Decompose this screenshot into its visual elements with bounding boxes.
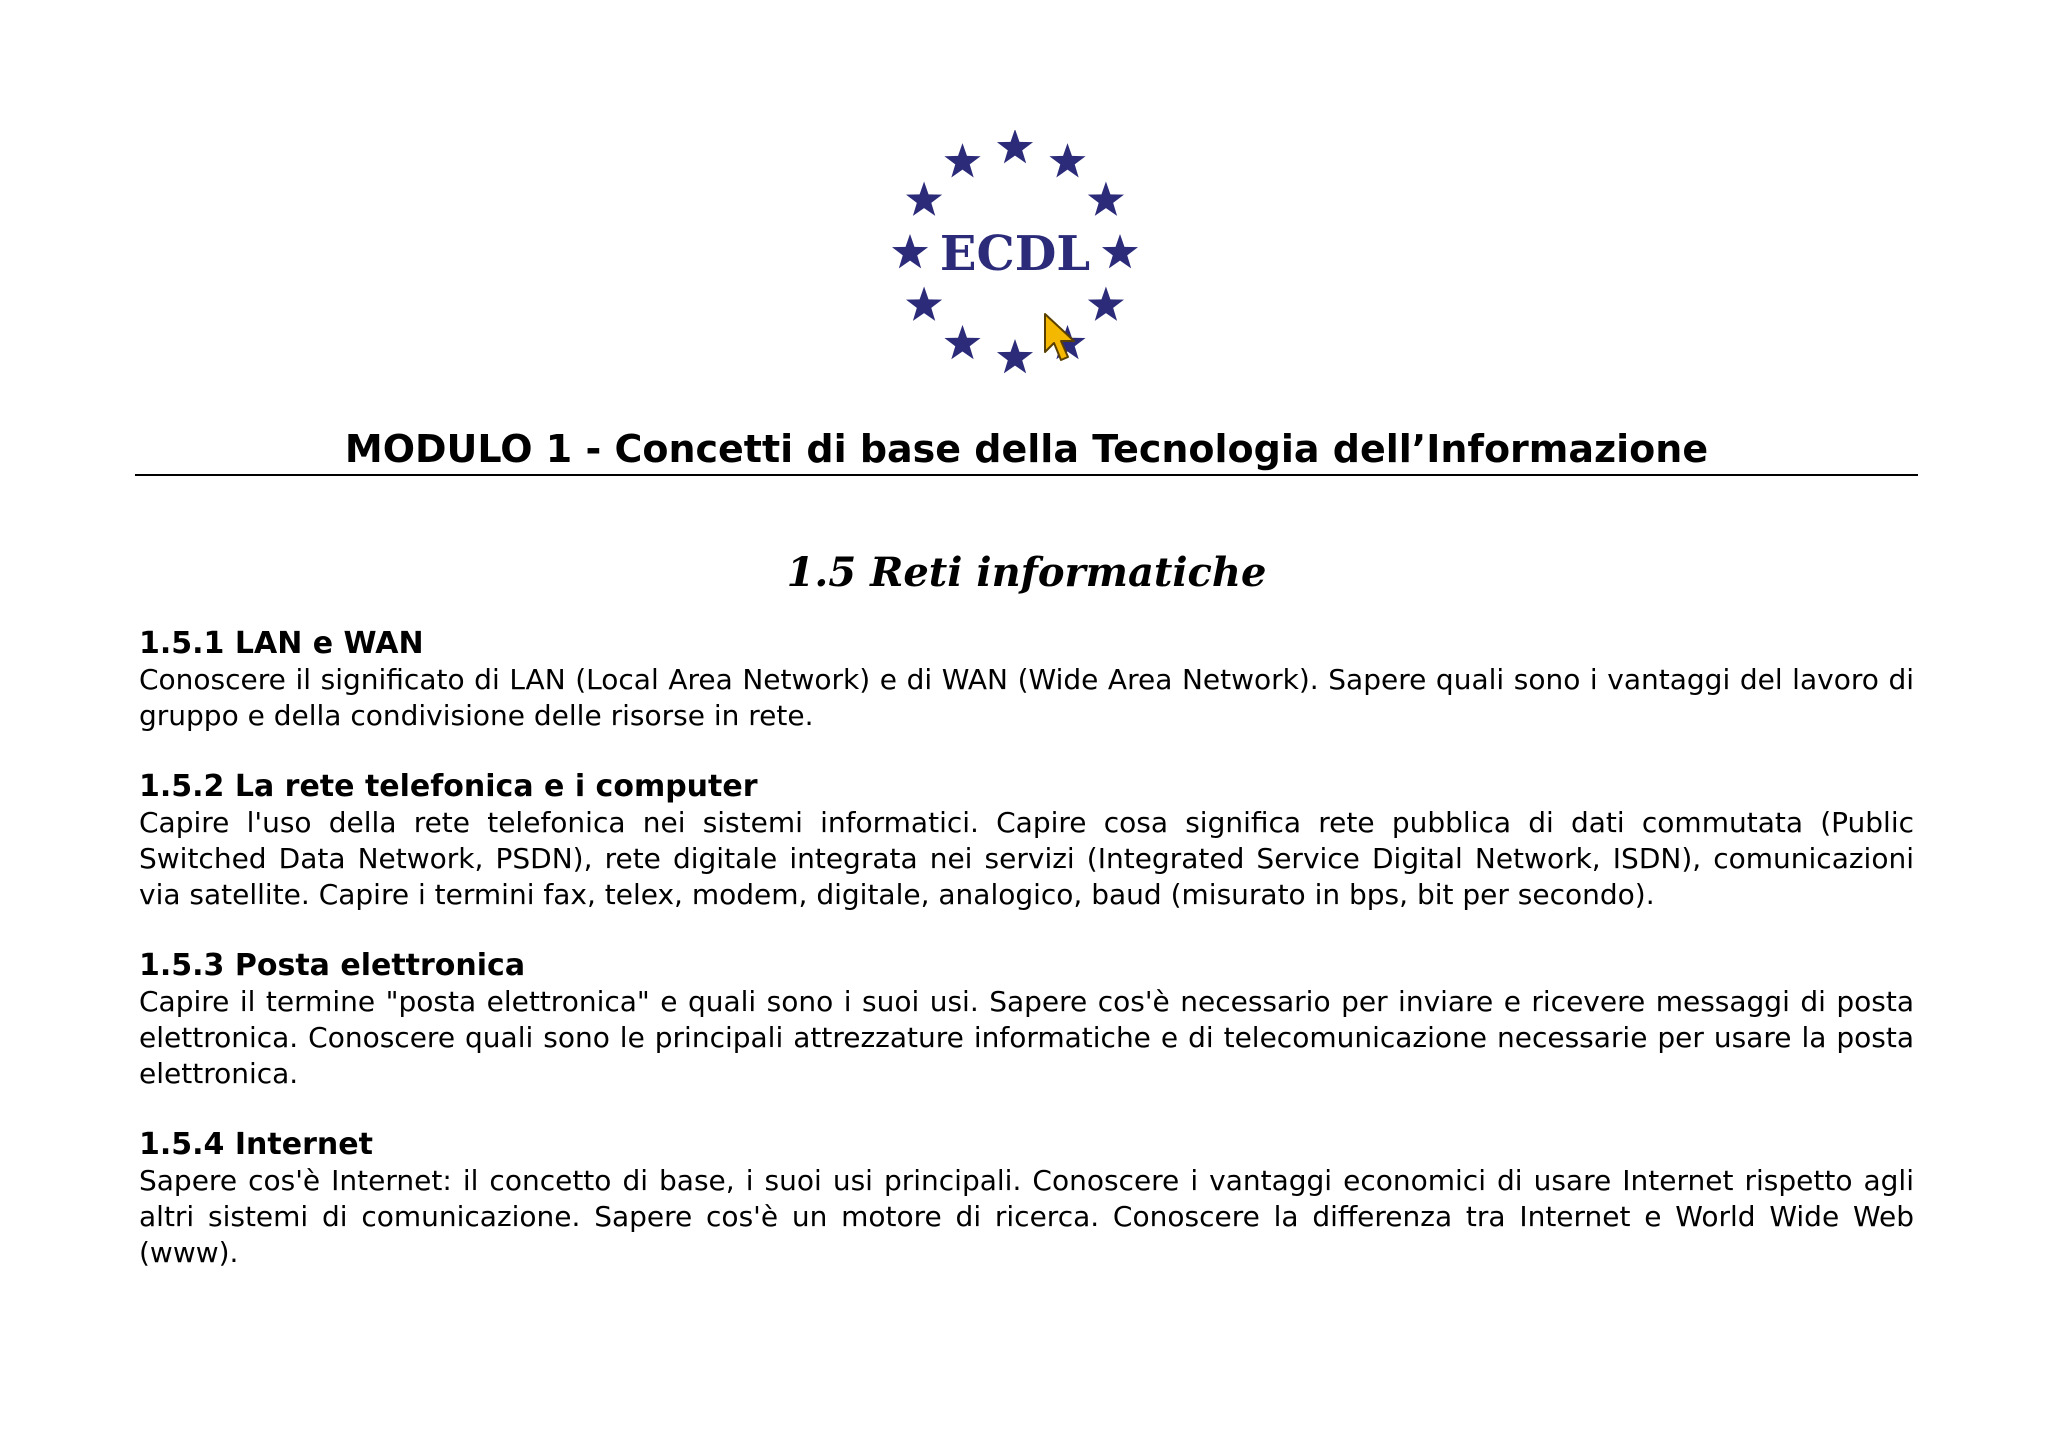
- subsection-title: 1.5.1 LAN e WAN: [139, 626, 424, 661]
- star-icon: [906, 287, 942, 321]
- document-content: [139, 626, 1914, 1306]
- subsection-title: 1.5.4 Internet: [139, 1127, 373, 1162]
- subsection-body: Capire l'uso della rete telefonica nei sistemi informatici. Capire cosa significa rete pubblica di dati commutata (Public Switched Data Network, PSDN), rete digitale integrata nei servizi (Integrated Service Digital Network, ISDN), comunicazioni via satellite. Capire i termini fax, telex, modem, digitale, analogico, baud (misurato in bps, bit per secondo).: [139, 806, 1914, 911]
- ecdl-star-ring: [892, 130, 1138, 376]
- ecdl-logo: [892, 130, 1138, 376]
- subsection-body: Capire il termine "posta elettronica" e quali sono i suoi usi. Sapere cos'è necessario per inviare e ricevere messaggi di posta elettronica. Conoscere quali sono le principali attrezzature informatiche e di telecomunicazione necessarie per usare la posta elettronica.: [139, 985, 1914, 1090]
- subsection: [139, 626, 1914, 734]
- star-icon: [997, 130, 1033, 163]
- subsection-body: Sapere cos'è Internet: il concetto di base, i suoi usi principali. Conoscere i vantaggi economici di usare Internet rispetto agli altri sistemi di comunicazione. Sapere cos'è un motore di ricerca. Conoscere la differenza tra Internet e World Wide Web (www).: [139, 1164, 1914, 1269]
- subsection: [139, 1127, 1914, 1271]
- star-icon: [997, 339, 1033, 373]
- module-title: MODULO 1 - Concetti di base della Tecnologia dell’Informazione: [344, 427, 1709, 471]
- star-icon: [1049, 143, 1085, 177]
- subsection-title: 1.5.3 Posta elettronica: [139, 948, 526, 983]
- star-icon: [1088, 287, 1124, 321]
- star-icon: [906, 182, 942, 216]
- subsection: [139, 948, 1914, 1092]
- star-icon: [1088, 182, 1124, 216]
- star-icon: [944, 143, 980, 177]
- star-icon: [1102, 234, 1138, 268]
- subsection-title: 1.5.2 La rete telefonica e i computer: [139, 769, 758, 804]
- title-divider: [135, 474, 1918, 476]
- logo-text: ECDL: [939, 226, 1091, 282]
- star-icon: [944, 325, 980, 359]
- subsection-body: Conoscere il significato di LAN (Local Area Network) e di WAN (Wide Area Network). Sapere quali sono i vantaggi del lavoro di gruppo e della condivisione delle risorse in rete.: [139, 663, 1914, 732]
- mouse-pointer-icon: [1042, 312, 1078, 364]
- star-icon: [892, 234, 928, 268]
- subsection: [139, 769, 1914, 913]
- section-title: 1.5 Reti informatiche: [786, 549, 1267, 596]
